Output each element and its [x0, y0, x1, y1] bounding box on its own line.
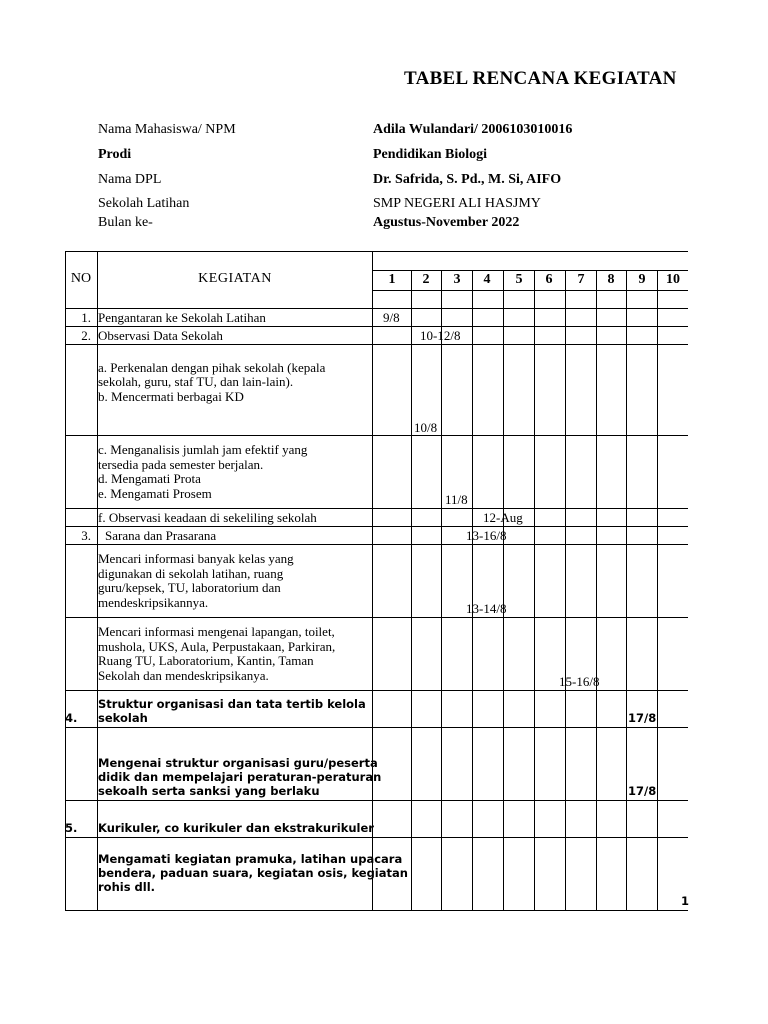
row-number: 3. [81, 528, 91, 543]
schedule-mark: 17/8 [628, 784, 657, 798]
info-value-bulan: Agustus-November 2022 [373, 215, 520, 230]
grid-line [65, 435, 688, 436]
activity-text: guru/kepsek, TU, laboratorium dan [98, 580, 281, 595]
grid-line [596, 270, 597, 911]
week-header: 5 [515, 272, 523, 287]
activity-text: b. Mencermati berbagai KD [98, 389, 244, 404]
info-value-prodi: Pendidikan Biologi [373, 147, 487, 162]
schedule-mark: 10/8 [414, 420, 438, 435]
activity-text: Mencari informasi mengenai lapangan, toilet, [98, 624, 335, 639]
schedule-mark: 10-12/8 [420, 328, 461, 343]
activity-text: Struktur organisasi dan tata tertib kelola [98, 697, 366, 711]
activity-text: sekolah, guru, staf TU, dan lain-lain). [98, 374, 294, 389]
kegiatan-column-header: KEGIATAN [198, 271, 272, 286]
activity-text: f. Observasi keadaan di sekeliling sekolah [98, 510, 317, 525]
info-label-prodi: Prodi [98, 147, 132, 162]
activity-text: sekolah [98, 711, 148, 725]
info-label-sekolah: Sekolah Latihan [98, 196, 190, 211]
info-label-dpl: Nama DPL [98, 172, 162, 187]
activity-text: Observasi Data Sekolah [98, 328, 223, 343]
row-number: 1. [81, 310, 91, 325]
grid-line [626, 270, 627, 911]
grid-line [65, 617, 688, 618]
activity-text: didik dan mempelajari peraturan-peraturan [98, 770, 382, 784]
grid-line [565, 270, 566, 911]
grid-line [65, 308, 688, 309]
row-number: 2. [81, 328, 91, 343]
schedule-mark: 15-16/8 [559, 674, 600, 689]
activity-text: d. Mengamati Prota [98, 471, 201, 486]
week-header: 7 [577, 272, 585, 287]
schedule-mark: 1 [681, 894, 690, 908]
no-column-header: NO [70, 271, 92, 286]
grid-line [65, 690, 688, 691]
grid-line [372, 251, 373, 911]
week-header: 8 [607, 272, 615, 287]
grid-line [411, 270, 412, 911]
activity-text: c. Menganalisis jumlah jam efektif yang [98, 442, 308, 457]
page-title: TABEL RENCANA KEGIATAN [404, 68, 677, 89]
activity-text: sekoalh serta sanksi yang berlaku [98, 784, 320, 798]
week-header: 6 [545, 272, 553, 287]
week-header: 2 [422, 272, 430, 287]
activity-text: Mengenai struktur organisasi guru/peserta [98, 756, 378, 770]
grid-line [65, 800, 688, 801]
week-header: 1 [388, 272, 396, 287]
schedule-mark: 11/8 [445, 492, 468, 507]
schedule-mark: 17/8 [628, 711, 657, 725]
activity-text: mushola, UKS, Aula, Perpustakaan, Parkiran, [98, 639, 336, 654]
activity-text: Mengamati kegiatan pramuka, latihan upacara [98, 852, 403, 866]
grid-line [65, 910, 688, 911]
grid-line [65, 508, 688, 509]
schedule-mark: 12-Aug [483, 510, 523, 525]
grid-line [65, 526, 688, 527]
grid-line [472, 270, 473, 911]
activity-text: a. Perkenalan dengan pihak sekolah (kepala [98, 360, 326, 375]
schedule-mark: 13-16/8 [466, 528, 507, 543]
activity-text: bendera, paduan suara, kegiatan osis, kegiatan [98, 866, 408, 880]
activity-text: mendeskripsikannya. [98, 595, 209, 610]
activity-text: tersedia pada semester berjalan. [98, 457, 264, 472]
info-label-bulan: Bulan ke- [98, 215, 153, 230]
info-value-dpl: Dr. Safrida, S. Pd., M. Si, AIFO [373, 172, 562, 187]
week-header: 4 [483, 272, 491, 287]
grid-line [372, 290, 688, 291]
grid-line [441, 270, 442, 911]
info-value-npm: Adila Wulandari/ 2006103010016 [373, 122, 573, 137]
activity-text: e. Mengamati Prosem [98, 486, 212, 501]
activity-text: Kurikuler, co kurikuler dan ekstrakurikuler [98, 821, 374, 835]
grid-line [65, 251, 66, 911]
activity-text: Sarana dan Prasarana [105, 528, 217, 543]
info-label-npm: Nama Mahasiswa/ NPM [98, 122, 236, 137]
week-header: 10 [666, 272, 680, 287]
grid-line [65, 544, 688, 545]
schedule-mark: 13-14/8 [466, 601, 507, 616]
grid-line [65, 727, 688, 728]
grid-line [65, 344, 688, 345]
grid-line [65, 326, 688, 327]
activity-text: Ruang TU, Laboratorium, Kantin, Taman [98, 653, 314, 668]
info-value-sekolah: SMP NEGERI ALI HASJMY [373, 196, 541, 211]
week-header: 9 [638, 272, 646, 287]
grid-line [372, 270, 688, 271]
row-number: 5. [65, 821, 78, 835]
grid-line [65, 837, 688, 838]
grid-line [534, 270, 535, 911]
activity-text: Pengantaran ke Sekolah Latihan [98, 310, 266, 325]
grid-line [65, 251, 688, 252]
week-header: 3 [453, 272, 461, 287]
activity-text: Mencari informasi banyak kelas yang [98, 551, 294, 566]
schedule-mark: 9/8 [383, 310, 400, 325]
activity-text: digunakan di sekolah latihan, ruang [98, 566, 284, 581]
row-number: 4. [65, 711, 78, 725]
grid-line [503, 270, 504, 911]
activity-text: rohis dll. [98, 880, 156, 894]
grid-line [657, 270, 658, 911]
activity-text: Sekolah dan mendeskripsikanya. [98, 668, 269, 683]
